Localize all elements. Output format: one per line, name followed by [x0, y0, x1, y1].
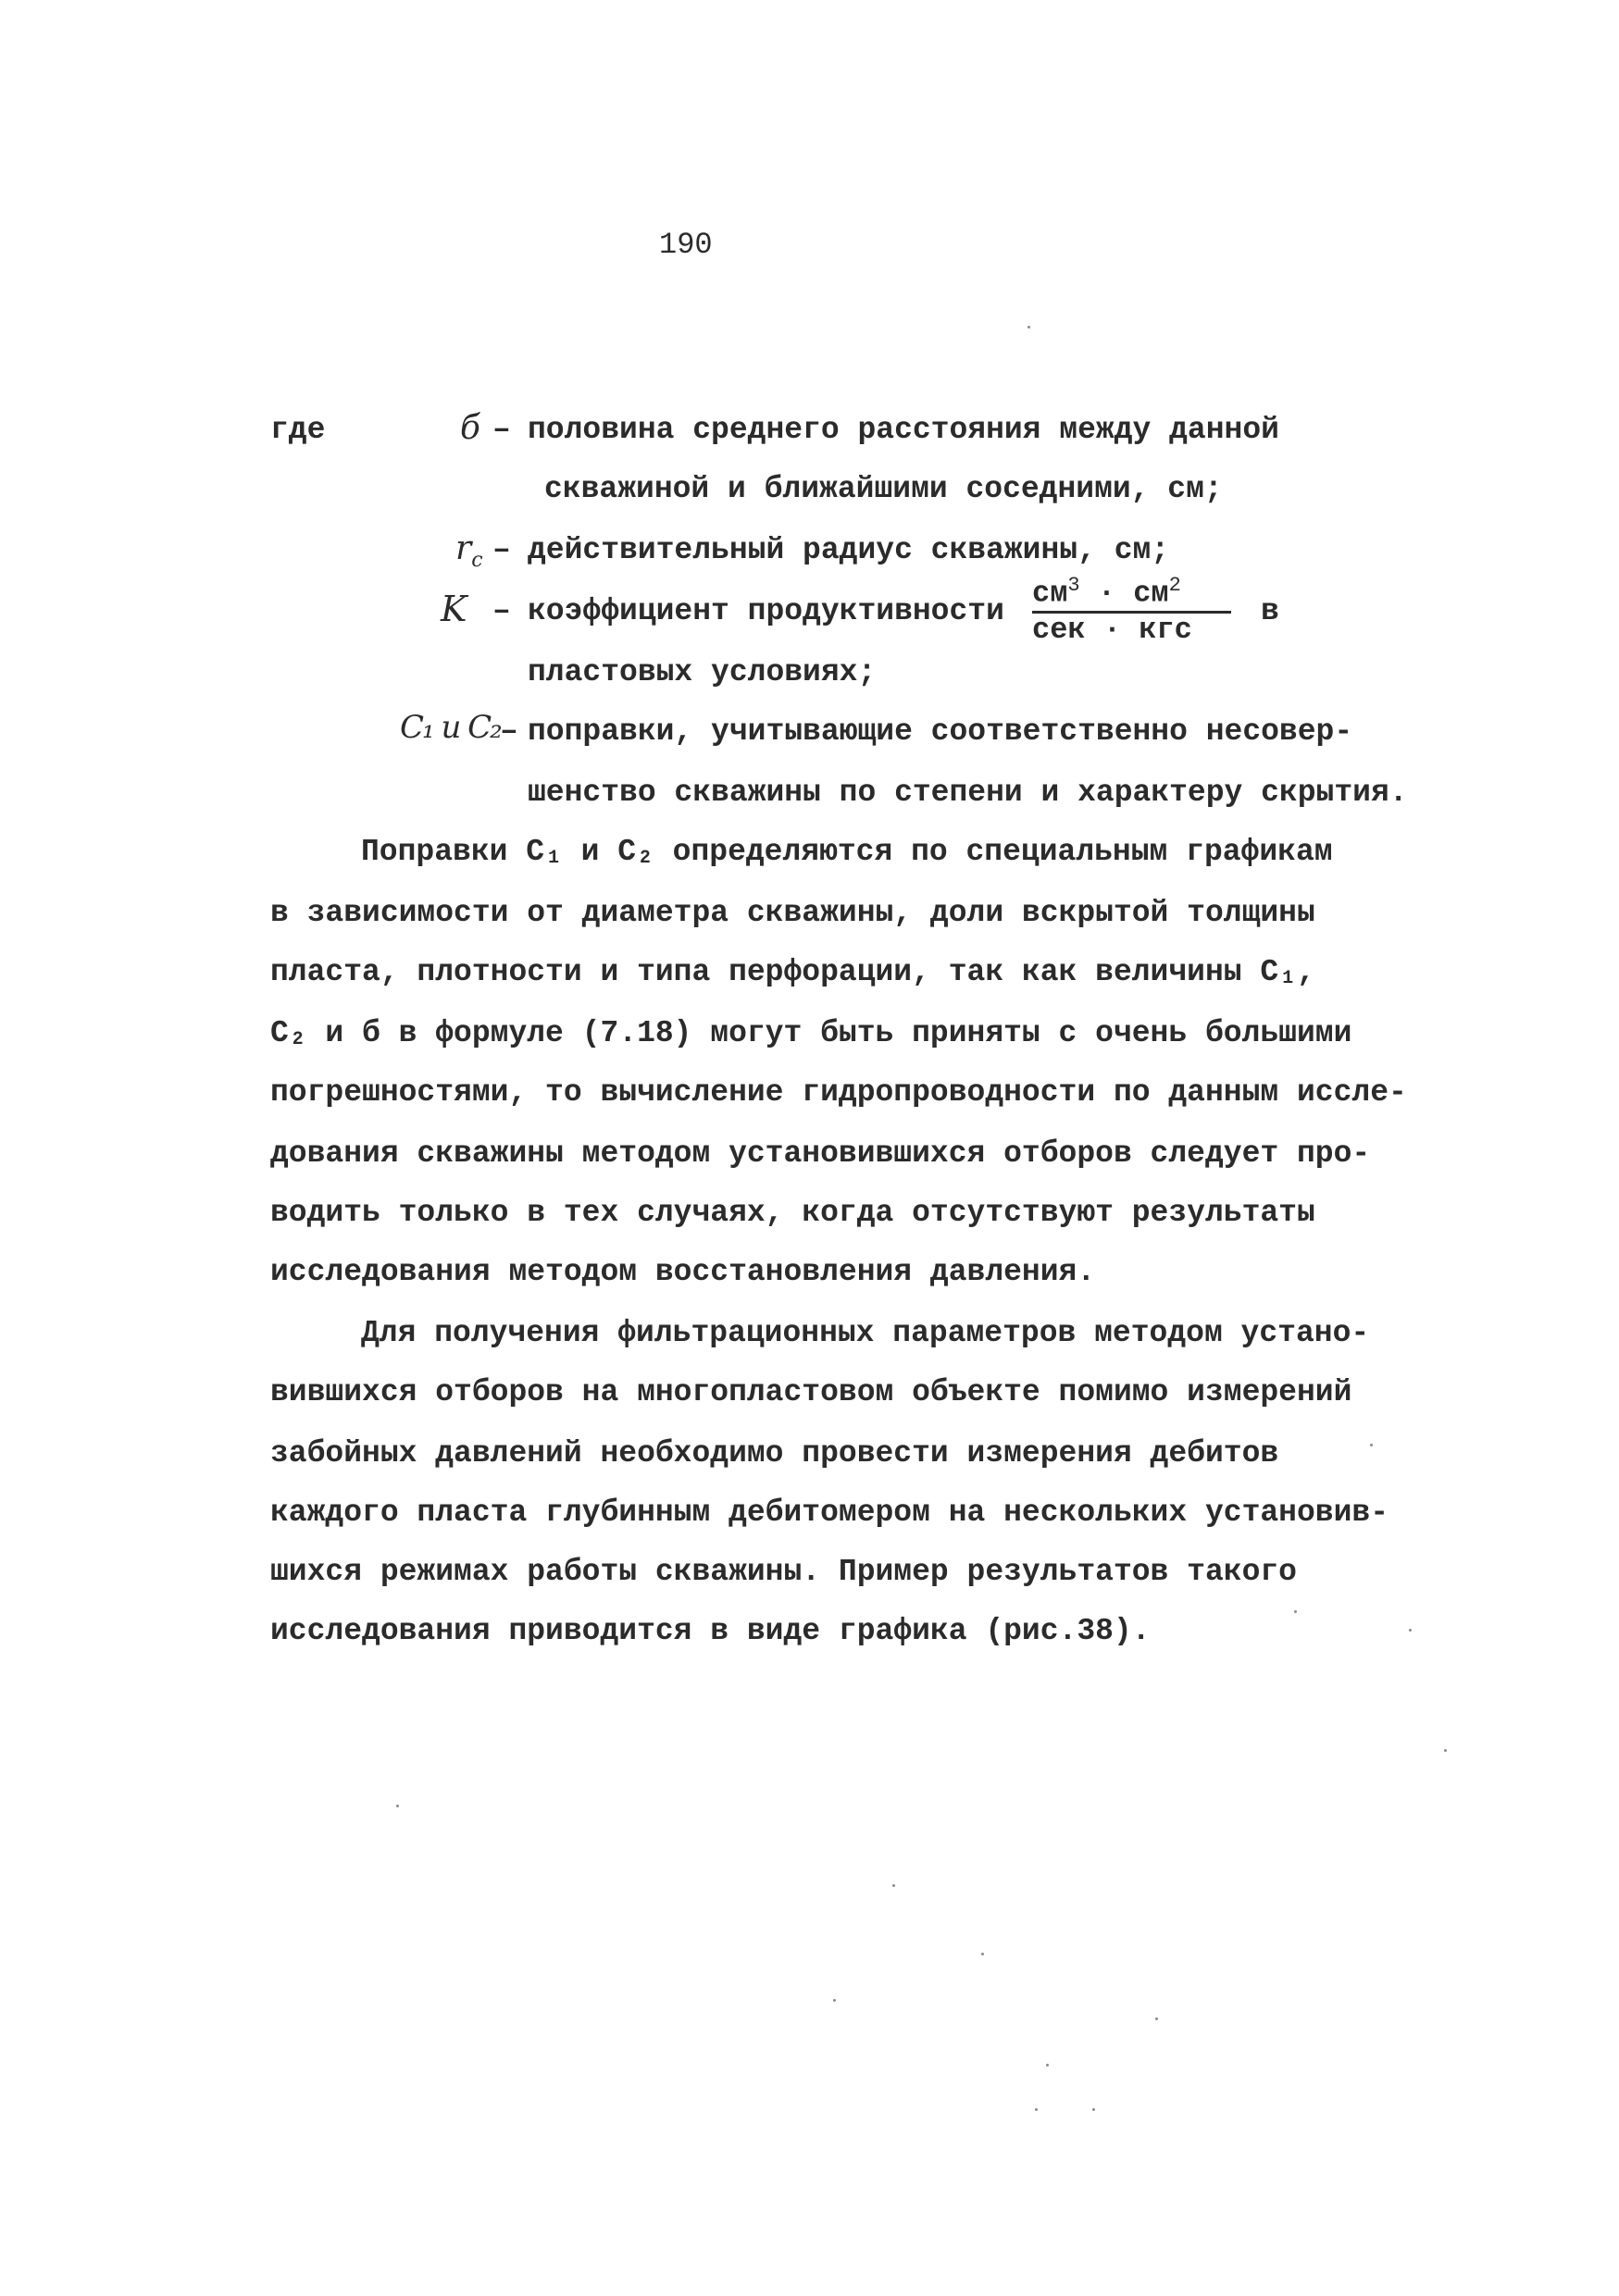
dash: – [492, 594, 511, 628]
units-fraction [1032, 563, 1231, 655]
scan-speck [981, 1953, 984, 1955]
paragraph-line: исследования приводится в виде графика (рис.38). [270, 1614, 1151, 1648]
paragraph-line: C₂ и б в формуле (7.18) могут быть приняты с очень большими [270, 1016, 1352, 1050]
paragraph-line: в зависимости от диаметра скважины, доли вскрытой толщины [270, 896, 1315, 930]
scan-speck [396, 1805, 399, 1807]
paragraph-line: исследования методом восстановления давления. [270, 1255, 1096, 1289]
page-number: 190 [659, 228, 713, 262]
symbol-c1-c2: C₁ и C₂ [400, 709, 501, 746]
scan-speck [1046, 2064, 1049, 2066]
paragraph-line: шихся режимах работы скважины. Пример результатов такого [270, 1555, 1297, 1589]
definition-text: действительный радиус скважины, см; [528, 533, 1170, 567]
paragraph-line: Для получения фильтрационных параметров методом устано- [361, 1316, 1370, 1350]
symbol-rc: $r_c$ [455, 529, 483, 573]
scan-speck [1027, 326, 1030, 329]
paragraph-line: дования скважины методом установившихся отборов следует про- [270, 1136, 1371, 1171]
dash: – [492, 413, 511, 447]
scan-speck [1294, 1610, 1297, 1613]
scan-speck [1409, 1629, 1412, 1632]
symbol-sigma: б [460, 409, 480, 447]
paragraph-line: каждого пласта глубинным дебитомером на нескольких установив- [270, 1496, 1389, 1530]
scan-speck [1092, 2108, 1095, 2111]
dash: – [492, 533, 511, 567]
scan-speck [1035, 2108, 1038, 2111]
scan-speck [833, 1999, 836, 2002]
definition-text: скважиной и ближайшими соседними, см; [544, 472, 1223, 506]
definition-text: пластовых условиях; [528, 655, 877, 689]
fraction-denominator: сек · кгс [1032, 613, 1192, 647]
paragraph-line: вившихся отборов на многопластовом объекте помимо измерений [270, 1375, 1352, 1409]
paragraph-line: водить только в тех случаях, когда отсутствуют результаты [270, 1196, 1315, 1230]
scan-speck [1155, 2017, 1158, 2020]
scan-speck [892, 1884, 895, 1887]
definition-text: половина среднего расстояния между данной [528, 413, 1279, 447]
paragraph-line: Поправки C₁ и C₂ определяются по специальным графикам [361, 835, 1333, 869]
definition-text: коэффициент продуктивности [528, 594, 1004, 628]
definition-text: шенство скважины по степени и характеру скрытия. [528, 776, 1408, 810]
paragraph-line: пласта, плотности и типа перфорации, так как величины C₁, [270, 955, 1315, 989]
definition-text: в [1261, 594, 1279, 628]
dash: – [500, 714, 518, 749]
paragraph-line: забойных давлений необходимо провести измерения дебитов [270, 1436, 1279, 1471]
definition-text: поправки, учитывающие соответственно несовер- [528, 714, 1353, 749]
where-label: где [270, 413, 326, 447]
scan-speck [1370, 1444, 1373, 1446]
fraction-numerator: $см^3 \cdot см^2$ [1032, 574, 1181, 611]
symbol-k: K [441, 589, 467, 629]
scan-speck [1444, 1749, 1447, 1752]
paragraph-line: погрешностями, то вычисление гидропроводности по данным иссле- [270, 1075, 1407, 1110]
